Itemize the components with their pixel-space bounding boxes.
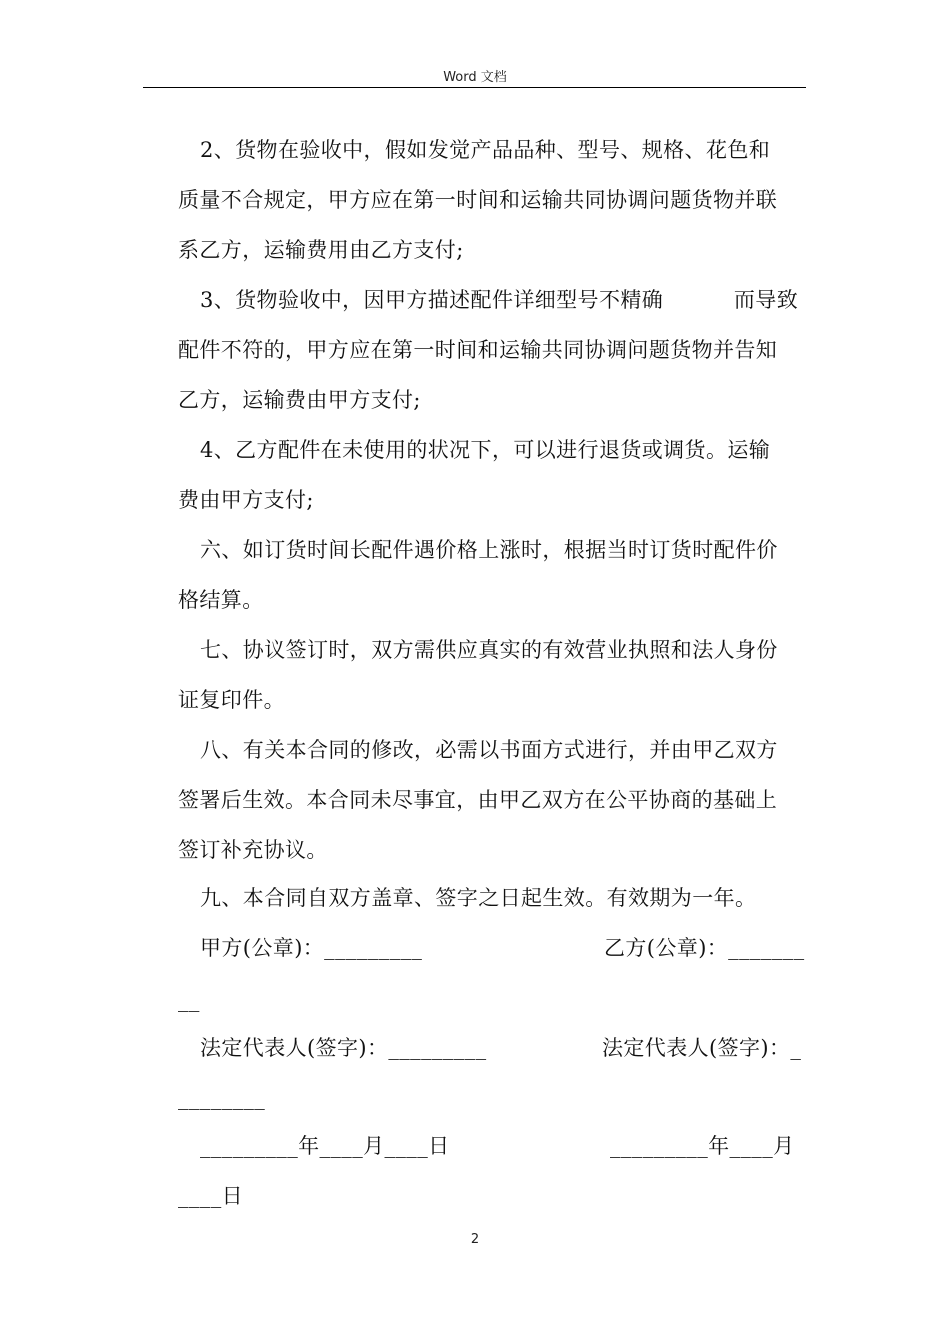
party-b-date: _________年____月 xyxy=(610,1134,795,1158)
party-b-representative: 法定代表人(签字)：_ xyxy=(602,1036,802,1060)
party-b-seal: 乙方(公章)：_______ xyxy=(604,936,805,960)
party-b-date-wrap: ____日 xyxy=(178,1184,243,1208)
paragraph-line: 签订补充协议。 xyxy=(178,838,328,862)
paragraph-line: 证复印件。 xyxy=(178,688,285,712)
paragraph-line: 系乙方，运输费用由乙方支付; xyxy=(178,238,464,262)
paragraph-line: 七、协议签订时，双方需供应真实的有效营业执照和法人身份 xyxy=(200,638,778,662)
paragraph-line: 配件不符的，甲方应在第一时间和运输共同协调问题货物并告知 xyxy=(178,338,778,362)
paragraph-line: 六、如订货时间长配件遇价格上涨时，根据当时订货时配件价 xyxy=(200,538,778,562)
page-number: 2 xyxy=(470,1232,480,1247)
party-b-representative-wrap: ________ xyxy=(178,1086,266,1110)
paragraph-line: 2、货物在验收中，假如发觉产品品种、型号、规格、花色和 xyxy=(200,138,771,162)
party-a-representative: 法定代表人(签字)：_________ xyxy=(200,1036,487,1060)
party-b-seal-wrap: __ xyxy=(178,988,200,1012)
party-a-date: _________年____月____日 xyxy=(200,1134,450,1158)
paragraph-line: 费由甲方支付; xyxy=(178,488,314,512)
paragraph-line: 质量不合规定，甲方应在第一时间和运输共同协调问题货物并联 xyxy=(178,188,778,212)
paragraph-line: 签署后生效。本合同未尽事宜，由甲乙双方在公平协商的基础上 xyxy=(178,788,778,812)
header-title: Word 文档 xyxy=(443,70,507,85)
party-a-seal: 甲方(公章)：_________ xyxy=(200,936,423,960)
paragraph-line: 4、乙方配件在未使用的状况下，可以进行退货或调货。运输 xyxy=(200,438,771,462)
header-rule xyxy=(143,87,806,88)
paragraph-line: 八、有关本合同的修改，必需以书面方式进行，并由甲乙双方 xyxy=(200,738,778,762)
paragraph-line: 3、货物验收中，因甲方描述配件详细型号不精确 而导致 xyxy=(200,288,799,312)
paragraph-line: 乙方，运输费由甲方支付; xyxy=(178,388,421,412)
paragraph-line: 九、本合同自双方盖章、签字之日起生效。有效期为一年。 xyxy=(200,886,757,910)
paragraph-line: 格结算。 xyxy=(178,588,264,612)
